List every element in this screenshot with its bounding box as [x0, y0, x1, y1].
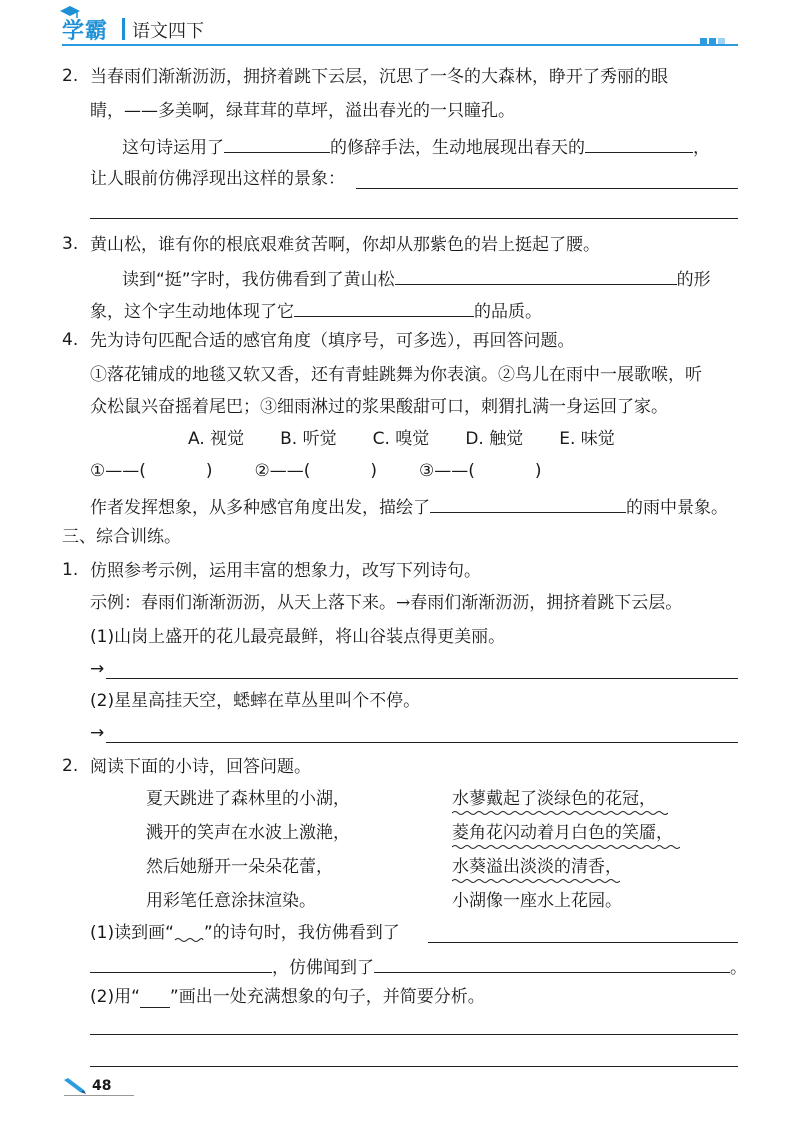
q2-text-line1: 当春雨们渐渐沥沥，拥挤着跳下云层，沉思了一冬的大森林，睁开了秀丽的眼 — [90, 67, 668, 87]
answer-3-label: ③——( — [419, 461, 475, 481]
option-d: D. 触觉 — [465, 429, 524, 449]
sub2-part1: (2)用“ — [90, 987, 140, 1007]
answer-2-label: ②——( — [254, 461, 311, 481]
question-number: 2. — [62, 756, 79, 776]
section-title: 三、综合训练。 — [62, 527, 181, 547]
header-decoration — [700, 30, 727, 49]
q4-prompt — [90, 494, 728, 519]
option-e: E. 味觉 — [559, 429, 615, 449]
s3q1-item1: (1)山岗上盛开的花儿最亮最鲜，将山谷装点得更美丽。 — [90, 627, 506, 647]
answer-blank[interactable] — [395, 266, 677, 285]
question-number: 4. — [62, 330, 79, 350]
answer-line[interactable] — [356, 188, 738, 189]
answer-2-close: ) — [370, 461, 378, 481]
pencil-icon — [64, 1078, 88, 1094]
answer-line[interactable] — [106, 742, 738, 743]
poem-left-line1: 夏天跳进了森林里的小湖， — [146, 789, 350, 809]
s3q2-sub2 — [90, 986, 485, 1008]
sub1-part3: ，仿佛闻到了 — [272, 958, 374, 978]
question-number: 2. — [62, 66, 79, 86]
q3-prompt-line2 — [90, 298, 542, 323]
s3q2-sub1-line2 — [90, 954, 747, 979]
wavy-underline — [452, 844, 680, 850]
option-c: C. 嗅觉 — [372, 429, 430, 449]
answer-1-close: ) — [205, 461, 213, 481]
poem-left-line2: 溅开的笑声在水波上激滟， — [146, 823, 350, 843]
straight-mark — [140, 995, 170, 1008]
q4-prompt-part2: 的雨中景象。 — [626, 498, 728, 518]
arrow-label: → — [90, 659, 105, 679]
answer-blank[interactable] — [585, 134, 693, 153]
sub1-part1: (1)读到画“ — [90, 923, 174, 943]
wavy-underline — [452, 810, 668, 816]
wavy-mark-icon — [174, 936, 204, 944]
sub2-part2: ”画出一处充满想象的句子，并简要分析。 — [169, 987, 485, 1007]
q4-passage-line1: ①落花铺成的地毯又软又香，还有青蛙跳舞为你表演。②鸟儿在雨中一展歌喉，听 — [90, 365, 702, 385]
q2-prompt-part1: 这句诗运用了 — [122, 138, 224, 158]
q3-prompt-part3: 象，这个字生动地体现了它 — [90, 302, 294, 322]
q2-prompt-part2: 的修辞手法，生动地展现出春天的 — [330, 138, 585, 158]
q4-passage-line2: 众松鼠兴奋摇着尾巴；③细雨淋过的浆果酸甜可口，刺猬扎满一身运回了家。 — [90, 397, 668, 417]
answer-3-close: ) — [534, 461, 542, 481]
answer-line[interactable] — [90, 1066, 738, 1067]
answer-line[interactable] — [90, 1034, 738, 1035]
q4-options — [188, 428, 615, 450]
page-header — [0, 0, 800, 52]
header-divider — [62, 44, 738, 46]
option-b: B. 听觉 — [280, 429, 337, 449]
q3-text-line1: 黄山松，谁有你的根底艰难贫苦啊，你却从那紫色的岩上挺起了腰。 — [90, 235, 600, 255]
brand-logo-text: 学霸 — [62, 19, 109, 44]
s3q1-item2: (2)星星高挂天空，蟋蟀在草丛里叫个不停。 — [90, 691, 421, 711]
q4-answers — [90, 460, 542, 482]
wavy-underline — [452, 878, 620, 884]
sub1-part4: 。 — [730, 958, 747, 978]
answer-line[interactable] — [106, 678, 738, 679]
poem-left-line4: 用彩笔任意涂抹渲染。 — [146, 891, 316, 911]
page-number: 48 — [92, 1078, 112, 1094]
q2-text-line2: 睛，——多美啊，绿茸茸的草坪，溢出春光的一只瞳孔。 — [90, 101, 515, 121]
q3-prompt-part1: 读到“挺”字时，我仿佛看到了黄山松 — [122, 270, 395, 290]
s3q1-instruction: 仿照参考示例，运用丰富的想象力，改写下列诗句。 — [90, 561, 481, 581]
poem-right-line4: 小湖像一座水上花园。 — [452, 891, 622, 911]
q3-prompt-part4: 的品质。 — [474, 302, 542, 322]
q3-prompt-part2: 的形 — [676, 270, 711, 290]
poem-right-line2: 菱角花闪动着月白色的笑靥， — [452, 823, 673, 843]
sub1-part2: ”的诗句时，我仿佛看到了 — [203, 923, 400, 943]
question-number: 1. — [62, 560, 79, 580]
q4-prompt-part1: 作者发挥想象，从多种感官角度出发，描绘了 — [90, 498, 430, 518]
poem-left-line3: 然后她掰开一朵朵花蕾， — [146, 857, 333, 877]
s3q2-instruction: 阅读下面的小诗，回答问题。 — [90, 757, 311, 777]
q2-prompt-part3: ， — [693, 138, 710, 158]
poem-right-line1: 水蓼戴起了淡绿色的花冠， — [452, 789, 656, 809]
q3-prompt-line1 — [122, 266, 711, 291]
q4-instruction: 先为诗句匹配合适的感官角度（填序号，可多选），再回答问题。 — [90, 331, 575, 351]
answer-blank[interactable] — [374, 954, 730, 973]
s3q1-example: 示例：春雨们渐渐沥沥，从天上落下来。→春雨们渐渐沥沥，拥挤着跳下云层。 — [90, 593, 683, 613]
answer-blank[interactable] — [90, 954, 272, 973]
answer-line[interactable] — [90, 218, 738, 219]
answer-1-label: ①——( — [90, 461, 146, 481]
answer-line[interactable] — [428, 942, 738, 943]
answer-blank[interactable] — [430, 494, 626, 513]
option-a: A. 视觉 — [188, 429, 245, 449]
q2-prompt-line — [122, 134, 710, 159]
answer-blank[interactable] — [224, 134, 330, 153]
brand-separator — [122, 18, 125, 40]
answer-blank[interactable] — [294, 298, 474, 317]
question-number: 3. — [62, 234, 79, 254]
footer-divider — [64, 1095, 134, 1096]
subject-title: 语文四下 — [132, 21, 204, 42]
s3q2-sub1 — [90, 922, 400, 944]
arrow-label: → — [90, 723, 105, 743]
poem-right-line3: 水葵溢出淡淡的清香， — [452, 857, 622, 877]
q2-prompt-line2: 让人眼前仿佛浮现出这样的景象： — [90, 169, 345, 189]
